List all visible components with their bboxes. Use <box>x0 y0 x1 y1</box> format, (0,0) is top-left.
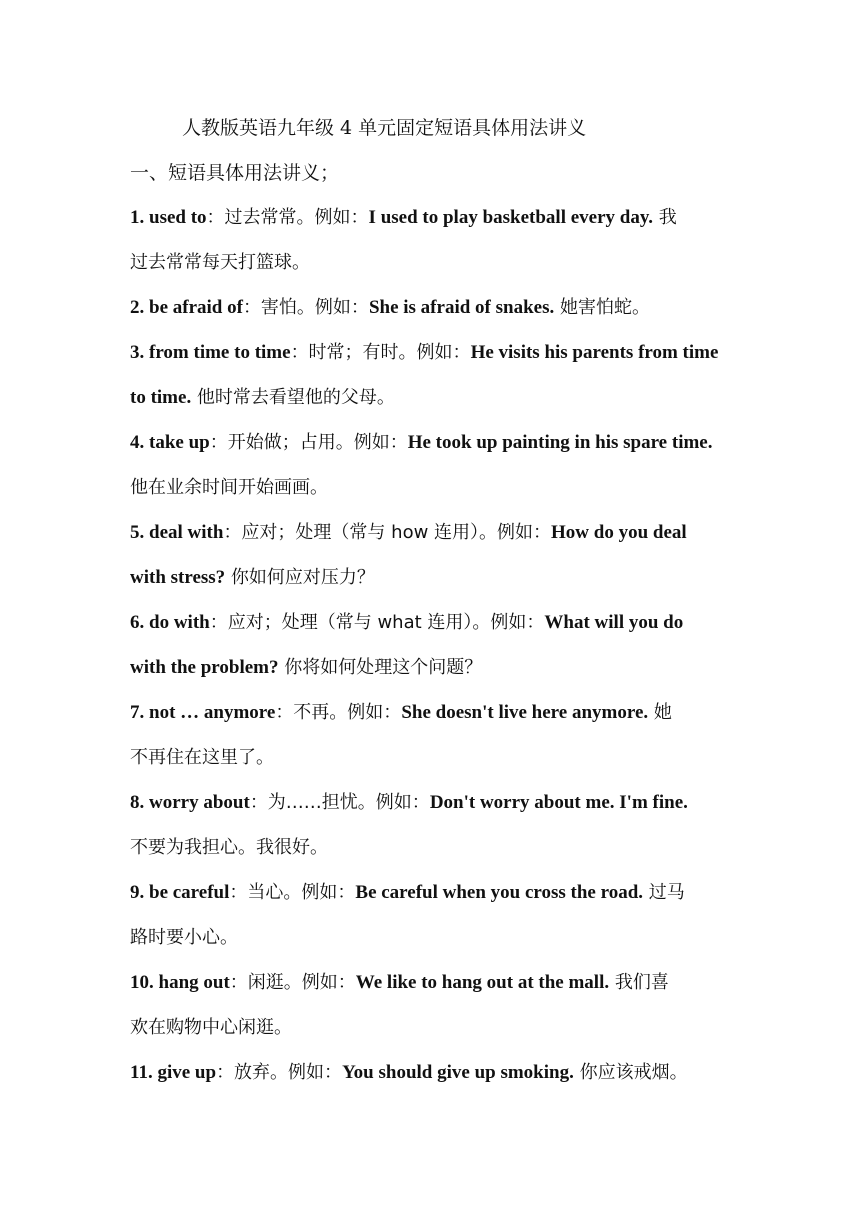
phrase-term: 10. hang out <box>130 972 230 993</box>
example-chinese: 不要为我担心。我很好。 <box>130 837 328 858</box>
phrase-term: 1. used to <box>130 207 207 228</box>
phrase-item-10 <box>130 967 732 1057</box>
phrase-line <box>130 922 732 967</box>
example-chinese: 你将如何处理这个问题？ <box>278 657 483 678</box>
phrase-item-9 <box>130 877 732 967</box>
phrase-meaning: ：应对；处理（常与 what 连用）。例如： <box>209 612 545 633</box>
phrase-meaning: ：开始做；占用。例如： <box>209 432 408 453</box>
example-english: to time. <box>130 387 192 408</box>
phrase-list <box>130 202 732 1102</box>
example-chinese: 他在业余时间开始画画。 <box>130 477 328 498</box>
phrase-item-1 <box>130 202 732 292</box>
phrase-term: 3. from time to time <box>130 342 291 363</box>
phrase-line <box>130 382 732 427</box>
example-english: I used to play basketball every day. <box>368 207 654 228</box>
phrase-term: 9. be careful <box>130 882 230 903</box>
phrase-item-11 <box>130 1057 732 1102</box>
phrase-line <box>130 292 732 337</box>
phrase-line <box>130 337 732 382</box>
example-english: What will you do <box>544 612 684 633</box>
example-chinese: 你应该戒烟。 <box>573 1062 688 1083</box>
phrase-item-2 <box>130 292 732 337</box>
example-chinese: 他时常去看望他的父母。 <box>191 387 395 408</box>
phrase-item-3 <box>130 337 732 427</box>
example-english: Be careful when you cross the road. <box>355 882 644 903</box>
phrase-term: 4. take up <box>130 432 210 453</box>
phrase-item-5 <box>130 517 732 607</box>
example-english: with the problem? <box>130 657 279 678</box>
example-chinese: 欢在购物中心闲逛。 <box>130 1017 292 1038</box>
phrase-meaning: ：过去常常。例如： <box>206 207 369 228</box>
example-english: with stress? <box>130 567 226 588</box>
phrase-line <box>130 697 732 742</box>
example-english: You should give up smoking. <box>342 1062 574 1083</box>
phrase-meaning: ：应对；处理（常与 how 连用）。例如： <box>223 522 552 543</box>
example-english: He visits his parents from time <box>470 342 719 363</box>
phrase-term: 2. be afraid of <box>130 297 243 318</box>
example-english: We like to hang out at the mall. <box>355 972 610 993</box>
phrase-meaning: ：为……担忧。例如： <box>249 792 430 813</box>
phrase-line <box>130 427 732 472</box>
phrase-line <box>130 517 732 562</box>
phrase-line <box>130 202 732 247</box>
phrase-line <box>130 652 732 697</box>
phrase-line <box>130 607 732 652</box>
phrase-meaning: ：放弃。例如： <box>216 1062 343 1083</box>
phrase-line <box>130 247 732 292</box>
phrase-line <box>130 832 732 877</box>
example-chinese: 过马 <box>643 882 685 903</box>
example-chinese: 过去常常每天打篮球。 <box>130 252 310 273</box>
phrase-item-7 <box>130 697 732 787</box>
phrase-meaning: ：闲逛。例如： <box>229 972 356 993</box>
example-english: She is afraid of snakes. <box>368 297 555 318</box>
phrase-line <box>130 787 732 832</box>
phrase-line <box>130 877 732 922</box>
example-chinese: 不再住在这里了。 <box>130 747 274 768</box>
phrase-line <box>130 967 732 1012</box>
example-english: Don't worry about me. I'm fine. <box>429 792 688 813</box>
example-english: He took up painting in his spare time. <box>407 432 713 453</box>
phrase-line <box>130 472 732 517</box>
example-chinese: 她 <box>648 702 672 723</box>
phrase-term: 5. deal with <box>130 522 224 543</box>
phrase-meaning: ：害怕。例如： <box>242 297 369 318</box>
phrase-term: 6. do with <box>130 612 210 633</box>
phrase-item-8 <box>130 787 732 877</box>
phrase-term: 11. give up <box>130 1062 217 1083</box>
phrase-term: 8. worry about <box>130 792 250 813</box>
example-chinese: 路时要小心。 <box>130 927 238 948</box>
phrase-meaning: ：不再。例如： <box>275 702 402 723</box>
phrase-line <box>130 1012 732 1057</box>
phrase-line <box>130 1057 732 1102</box>
example-chinese: 她害怕蛇。 <box>554 297 650 318</box>
phrase-item-6 <box>130 607 732 697</box>
phrase-term: 7. not … anymore <box>130 702 276 723</box>
phrase-meaning: ：当心。例如： <box>229 882 356 903</box>
phrase-meaning: ：时常；有时。例如： <box>290 342 471 363</box>
example-chinese: 我们喜 <box>609 972 669 993</box>
phrase-line <box>130 562 732 607</box>
phrase-item-4 <box>130 427 732 517</box>
phrase-line <box>130 742 732 787</box>
example-english: How do you deal <box>551 522 687 543</box>
section-heading: 一、短语具体用法讲义； <box>130 162 340 184</box>
example-chinese: 你如何应对压力？ <box>225 567 375 588</box>
document-title: 人教版英语九年级 4 单元固定短语具体用法讲义 <box>182 117 587 139</box>
example-english: She doesn't live here anymore. <box>401 702 649 723</box>
example-chinese: 我 <box>653 207 677 228</box>
